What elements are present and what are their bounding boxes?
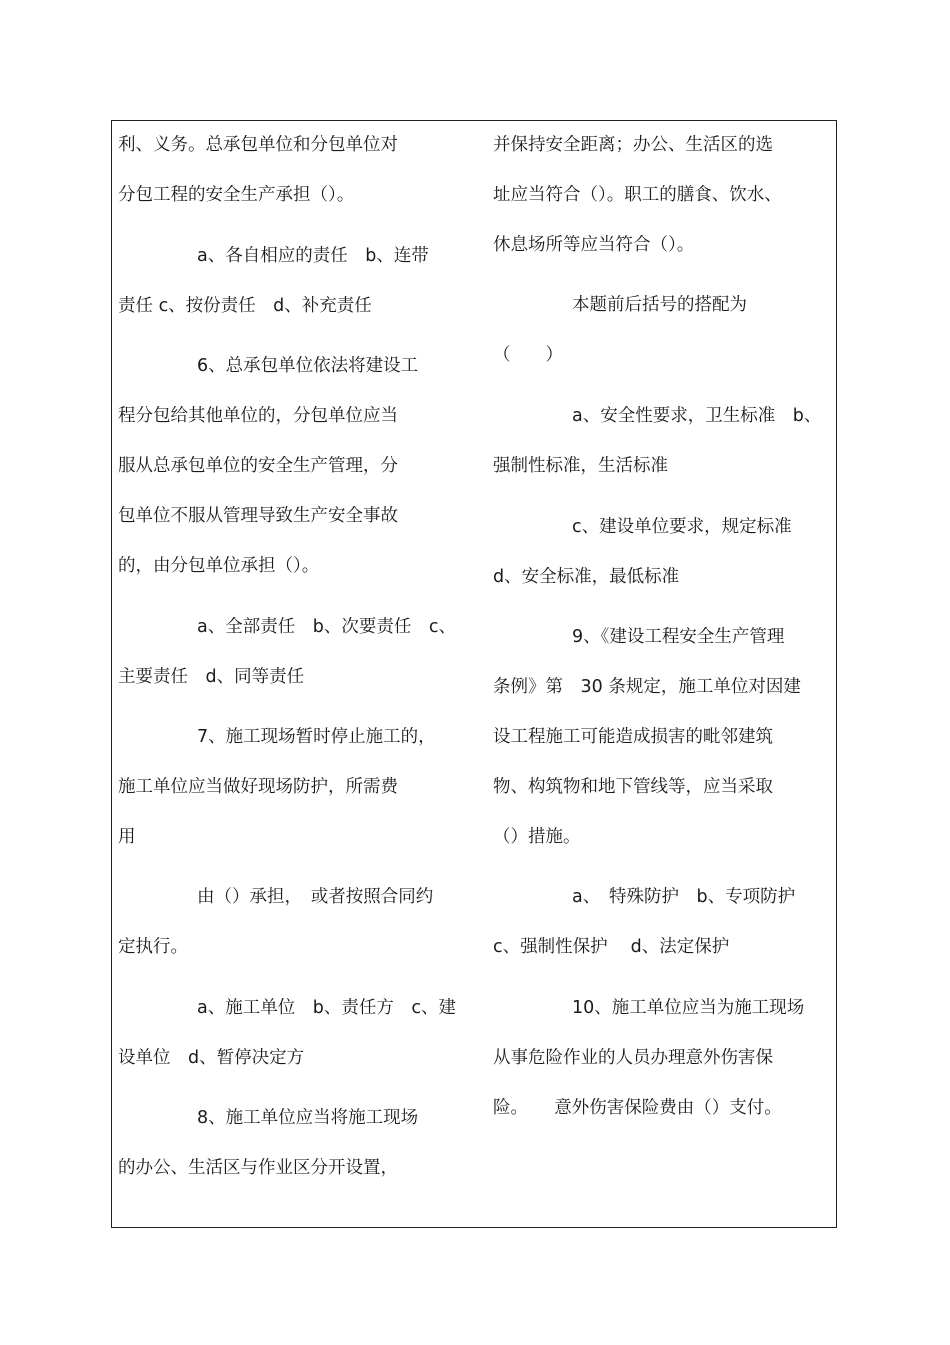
text-line: 条例》第 30 条规定，施工单位对因建 <box>493 677 801 697</box>
text-line: 设单位 d、暂停决定方 <box>118 1048 305 1068</box>
text-line: c、强制性保护 d、法定保护 <box>493 937 730 957</box>
text-line: a、施工单位 b、责任方 c、建 <box>197 998 456 1018</box>
text-line: 的，由分包单位承担（）。 <box>118 556 320 576</box>
text-line: 址应当符合（）。职工的膳食、饮水、 <box>493 185 782 205</box>
text-line: 分包工程的安全生产承担（）。 <box>118 185 355 205</box>
text-line: 责任 c、按份责任 d、补充责任 <box>118 296 372 316</box>
text-line: 本题前后括号的搭配为 <box>572 295 747 315</box>
text-line: 9、《建设工程安全生产管理 <box>572 627 785 647</box>
text-line: （ ） <box>493 345 563 365</box>
text-line: 休息场所等应当符合（）。 <box>493 235 695 255</box>
text-line: 包单位不服从管理导致生产安全事故 <box>118 506 398 526</box>
text-line: 利、义务。总承包单位和分包单位对 <box>118 135 398 155</box>
text-line: 8、施工单位应当将施工现场 <box>197 1108 419 1128</box>
text-line: a、全部责任 b、次要责任 c、 <box>197 617 456 637</box>
text-line: 由（）承担， 或者按照合同约 <box>197 887 434 907</box>
text-line: 6、总承包单位依法将建设工 <box>197 356 419 376</box>
text-line: 程分包给其他单位的，分包单位应当 <box>118 406 398 426</box>
text-line: 的办公、生活区与作业区分开设置， <box>118 1158 398 1178</box>
text-line: a、 特殊防护 b、专项防护 <box>572 887 796 907</box>
text-line: 主要责任 d、同等责任 <box>118 667 305 687</box>
text-line: 10、施工单位应当为施工现场 <box>572 998 805 1018</box>
text-line: a、各自相应的责任 b、连带 <box>197 246 429 266</box>
text-line: 从事危险作业的人员办理意外伤害保 <box>493 1048 773 1068</box>
text-line: d、安全标准，最低标准 <box>493 567 680 587</box>
text-line: 施工单位应当做好现场防护，所需费 <box>118 777 398 797</box>
text-line: 险。 意外伤害保险费由（）支付。 <box>493 1098 782 1118</box>
text-line: 7、施工现场暂时停止施工的， <box>197 727 436 747</box>
text-line: （）措施。 <box>493 827 581 847</box>
text-line: 定执行。 <box>118 937 188 957</box>
text-line: a、安全性要求，卫生标准 b、 <box>572 406 822 426</box>
text-line: 物、构筑物和地下管线等，应当采取 <box>493 777 773 797</box>
text-line: 用 <box>118 827 136 847</box>
text-line: c、建设单位要求，规定标准 <box>572 517 792 537</box>
text-line: 服从总承包单位的安全生产管理，分 <box>118 456 398 476</box>
text-line: 强制性标准，生活标准 <box>493 456 668 476</box>
text-line: 并保持安全距离；办公、生活区的选 <box>493 135 773 155</box>
text-line: 设工程施工可能造成损害的毗邻建筑 <box>493 727 773 747</box>
